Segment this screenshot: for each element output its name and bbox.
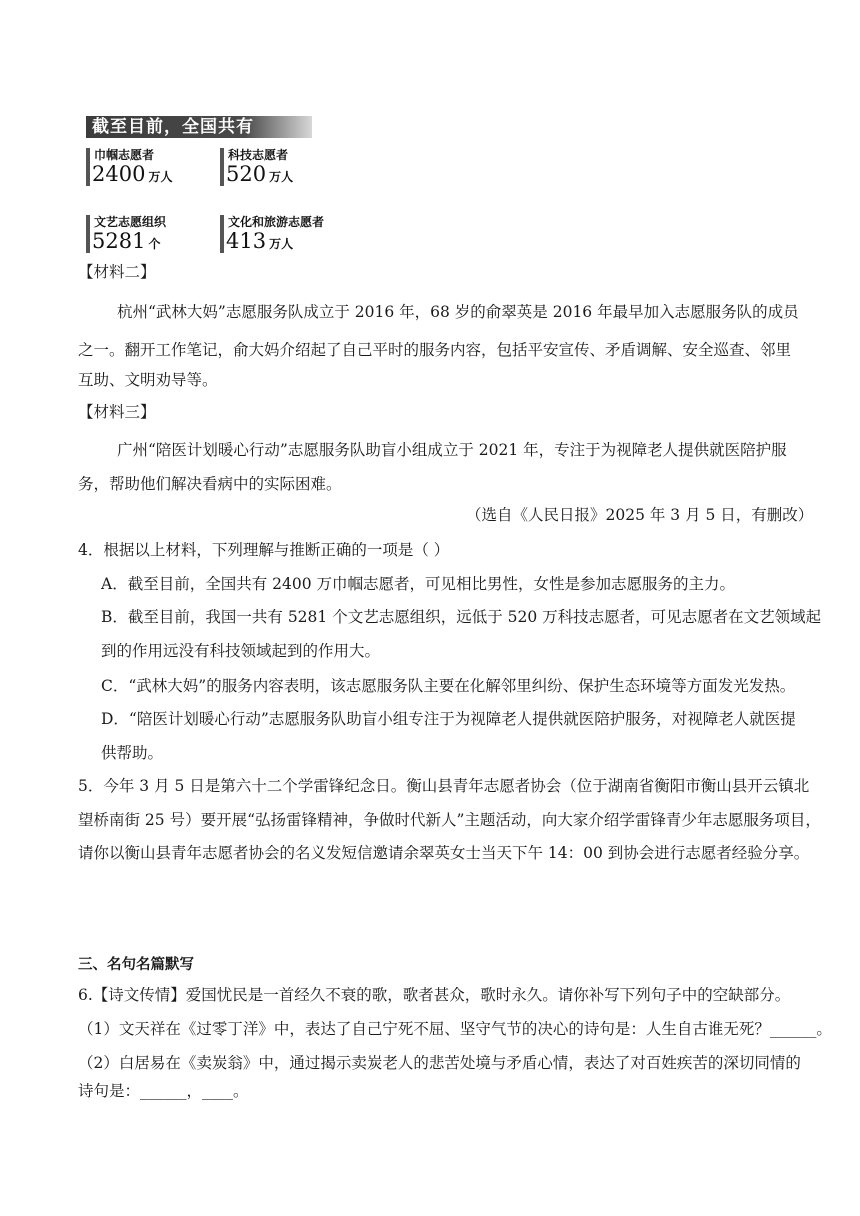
- infographic-header: [86, 116, 312, 138]
- stat-value-row: [92, 229, 160, 253]
- stat-value-row: [92, 162, 172, 186]
- stat-label: 巾帼志愿者: [94, 148, 155, 162]
- q4-option-d-line-1: D．“陪医计划暖心行动”志愿服务队助盲小组专注于为视障老人提供就医陪护服务，对视障老人就医提: [101, 710, 796, 728]
- stat-unit: 个: [148, 237, 161, 251]
- infographic-title: 截至目前，全国共有: [92, 117, 254, 137]
- stat-bar: [86, 148, 90, 186]
- stat-label: 科技志愿者: [228, 148, 289, 162]
- q4-option-b-line-2: 到的作用远没有科技领域起到的作用大。: [101, 642, 381, 660]
- stat-unit: 万人: [269, 237, 294, 251]
- material2-line-3: 互助、文明劝导等。: [78, 371, 218, 389]
- stat-unit: 万人: [148, 170, 173, 184]
- q6-item-1: （1）文天祥在《过零丁洋》中，表达了自己宁死不屈、坚守气节的决心的诗句是：人生自古谁无死？______。: [78, 1020, 832, 1038]
- material3-source: （选自《人民日报》2025 年 3 月 5 日，有删改）: [466, 506, 814, 524]
- q5-line-1: 5．今年 3 月 5 日是第六十二个学雷锋纪念日。衡山县青年志愿者协会（位于湖南省衡阳市衡山县开云镇北: [78, 777, 810, 795]
- q4-stem: 4．根据以上材料，下列理解与推断正确的一项是（ ）: [78, 541, 450, 559]
- material2-line-1: 杭州“武林大妈”志愿服务队成立于 2016 年，68 岁的俞翠英是 2016 年最早加入志愿服务队的成员: [117, 303, 799, 321]
- q6-item-2-line-2: 诗句是：______，____。: [78, 1082, 249, 1100]
- stat-bar: [220, 215, 224, 253]
- stat-label: 文艺志愿组织: [94, 215, 167, 229]
- q5-line-2: 望桥南街 25 号）要开展“弘扬雷锋精神，争做时代新人”主题活动，向大家介绍学雷锋青少年志愿服务项目，: [78, 811, 821, 829]
- stat-value: 413: [226, 229, 267, 253]
- stat-value-row: [226, 229, 293, 253]
- q4-option-c: C．“武林大妈”的服务内容表明，该志愿服务队主要在化解邻里纠纷、保护生态环境等方面发光发热。: [101, 677, 796, 695]
- stat-bar: [86, 215, 90, 253]
- material2-line-2: 之一。翻开工作笔记，俞大妈介绍起了自己平时的服务内容，包括平安宣传、矛盾调解、安全巡查、邻里: [78, 341, 792, 359]
- stat-value: 2400: [92, 162, 146, 186]
- stat-bar: [220, 148, 224, 186]
- q6-stem: 6.【诗文传情】爱国忧民是一首经久不衰的歌，歌者甚众，歌时永久。请你补写下列句子中的空缺部分。: [78, 986, 791, 1004]
- stat-label: 文化和旅游志愿者: [228, 215, 325, 229]
- q4-option-b-line-1: B．截至目前，我国一共有 5281 个文艺志愿组织，远低于 520 万科技志愿者，可见志愿者在文艺领域起: [101, 608, 822, 626]
- stat-unit: 万人: [269, 170, 294, 184]
- material3-heading: 【材料三】: [78, 403, 156, 421]
- q4-option-d-line-2: 供帮助。: [101, 744, 164, 762]
- stat-value: 5281: [92, 229, 146, 253]
- q4-option-a: A．截至目前，全国共有 2400 万巾帼志愿者，可见相比男性，女性是参加志愿服务的主力。: [101, 575, 735, 593]
- section3-title: 三、名句名篇默写: [78, 957, 194, 973]
- q5-line-3: 请你以衡山县青年志愿者协会的名义发短信邀请余翠英女士当天下午 14：00 到协会进行志愿者经验分享。: [78, 844, 810, 862]
- material2-heading: 【材料二】: [78, 263, 156, 281]
- stat-value: 520: [226, 162, 267, 186]
- q6-item-2-line-1: （2）白居易在《卖炭翁》中，通过揭示卖炭老人的悲苦处境与矛盾心情，表达了对百姓疾苦的深切同情的: [78, 1054, 801, 1072]
- material3-line-1: 广州“陪医计划暖心行动”志愿服务队助盲小组成立于 2021 年，专注于为视障老人提供就医陪护服: [117, 441, 787, 459]
- stat-value-row: [226, 162, 293, 186]
- material3-line-2: 务，帮助他们解决看病中的实际困难。: [78, 475, 342, 493]
